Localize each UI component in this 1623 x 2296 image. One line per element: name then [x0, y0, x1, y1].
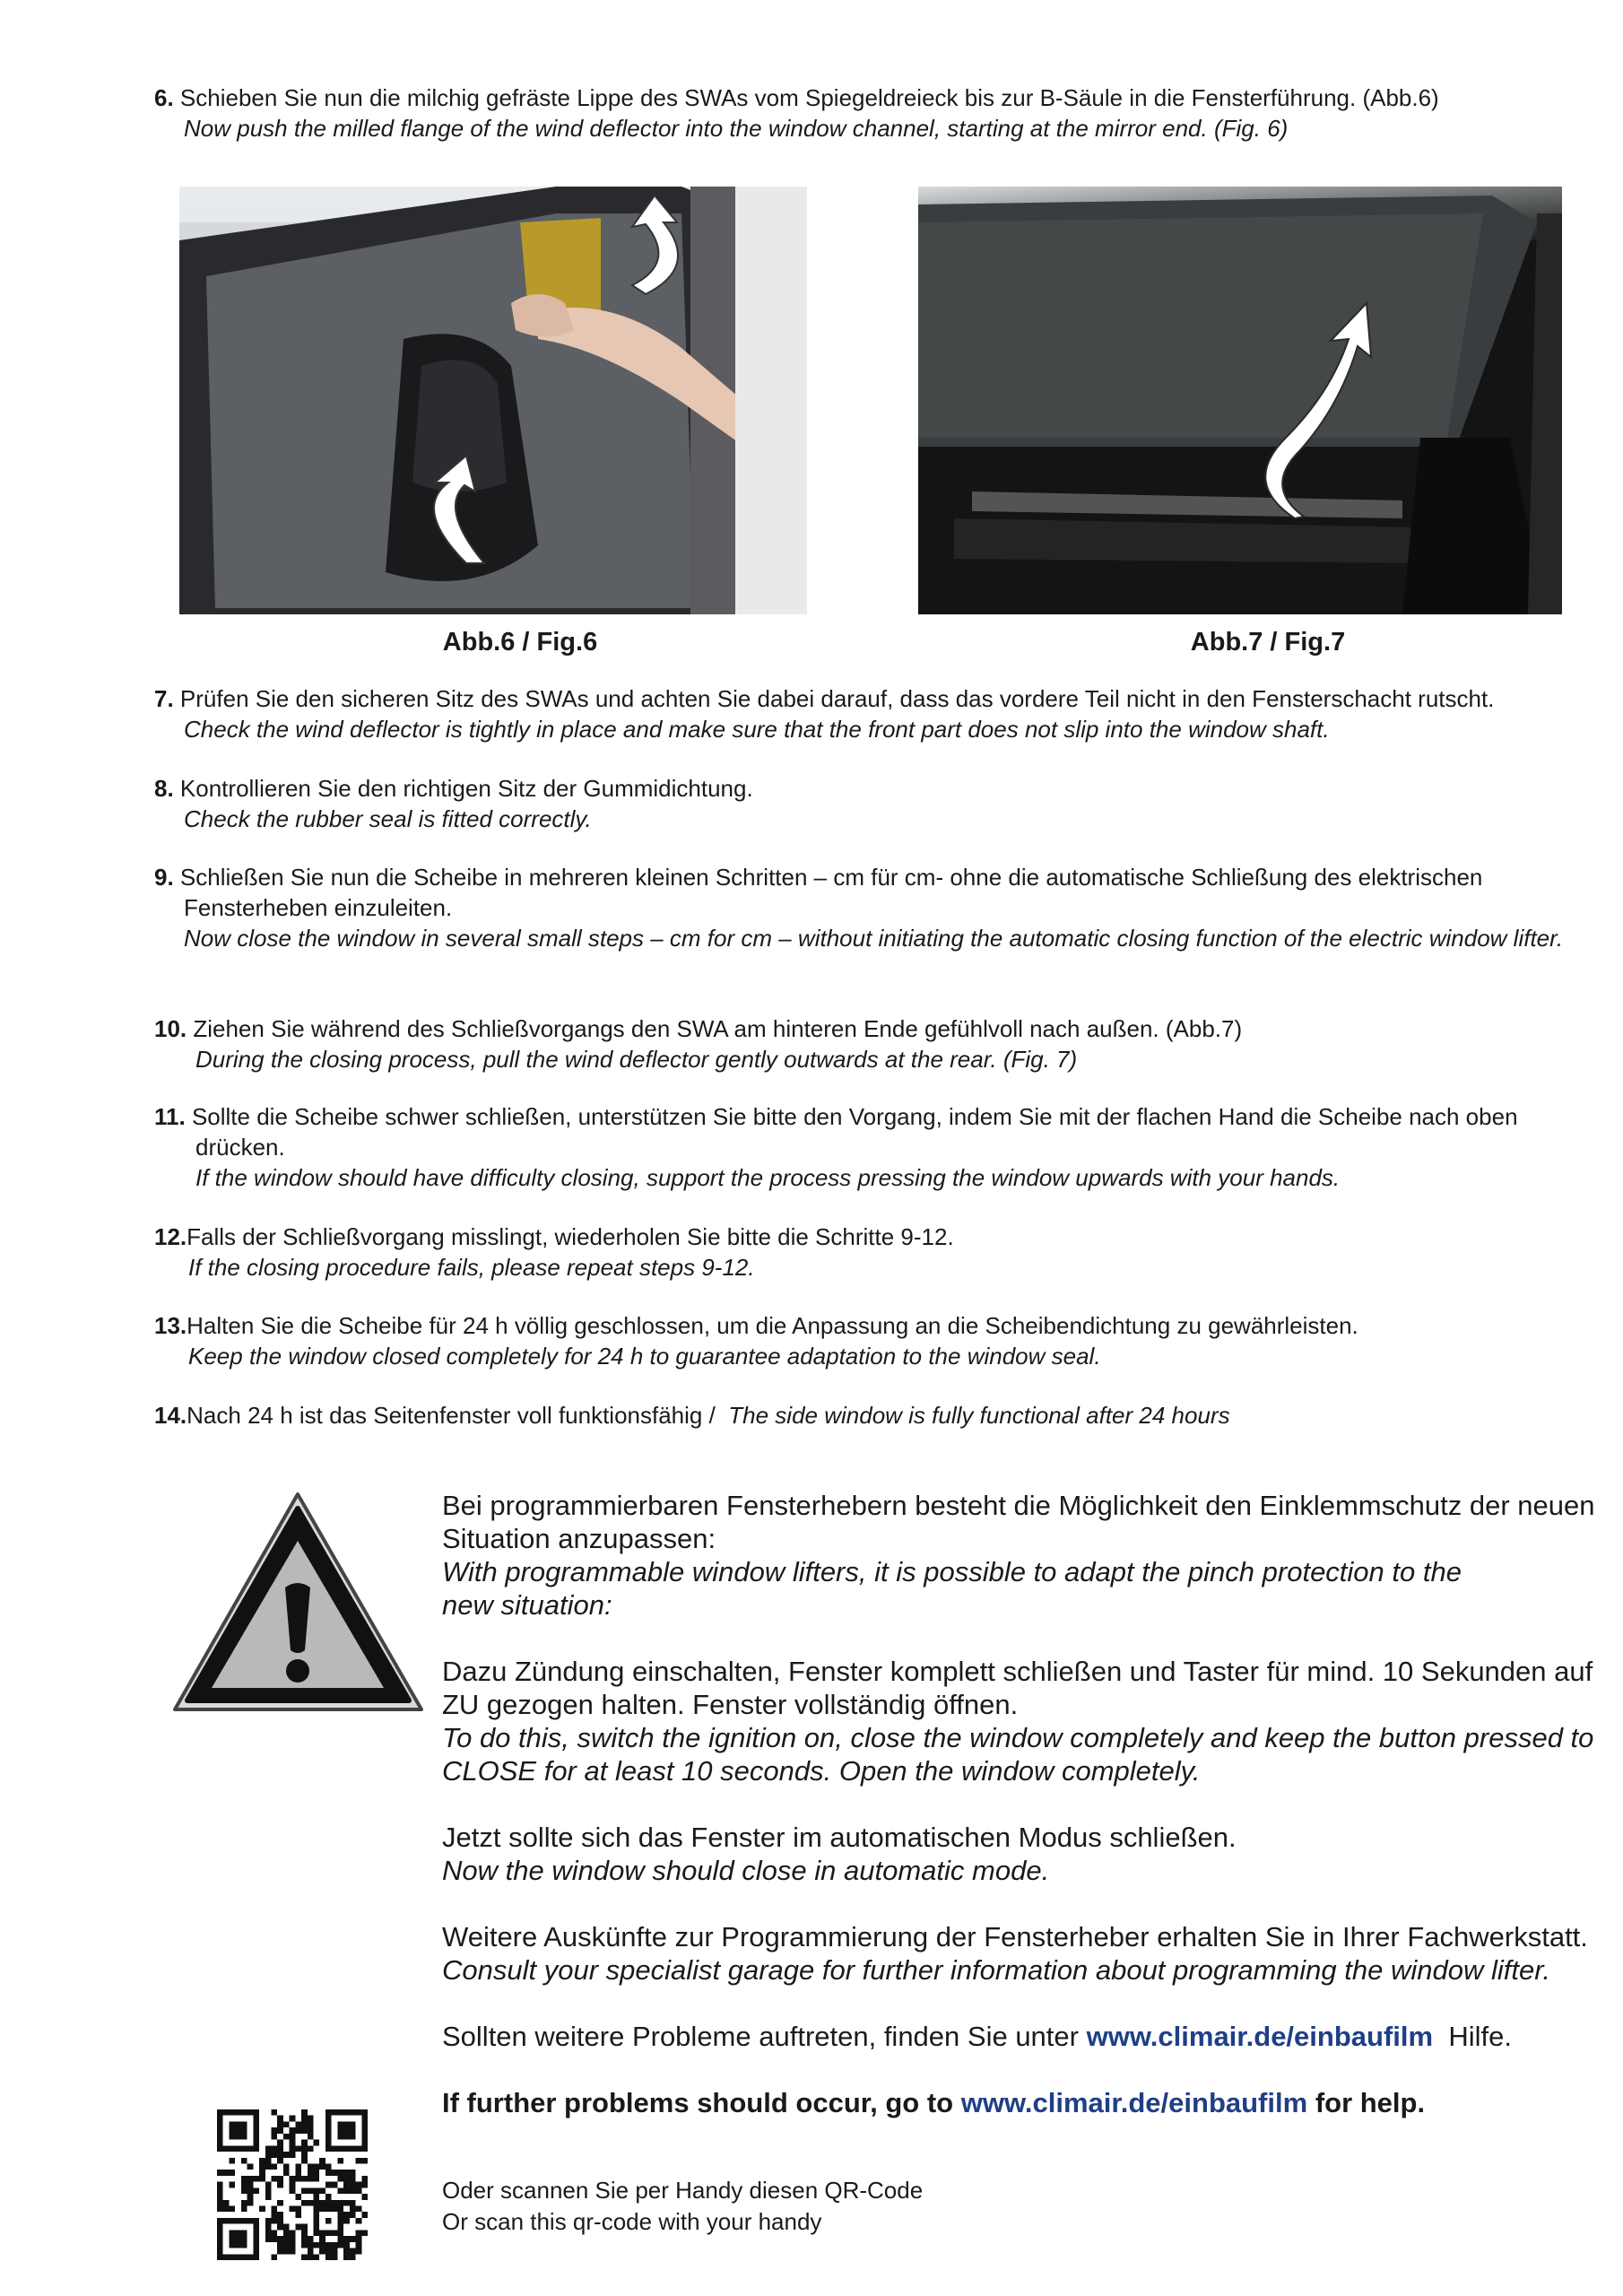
step-number: 9.	[154, 864, 174, 891]
figure-6-caption: Abb.6 / Fig.6	[442, 628, 598, 657]
step-text-de: Kontrollieren Sie den richtigen Sitz der Gummidichtung.	[179, 775, 753, 802]
warning-p1-de: Bei programmierbaren Fensterhebern besteht die Möglichkeit den Einklemmschutz der neuen Situation anzupassen:	[442, 1490, 1595, 1554]
step-text-en: If the window should have difficulty closing, support the process pressing the window upwards with your hands.	[195, 1164, 1341, 1191]
step-number: 14.	[154, 1402, 187, 1429]
step-number: 11.	[154, 1103, 186, 1130]
warning-triangle-icon	[170, 1489, 426, 1718]
step-text-de: Schließen Sie nun die Scheibe in mehreren kleinen Schritten – cm für cm- ohne die automatische Schließung des elektrischen Fensterheben einzuleiten.	[179, 864, 1483, 921]
warning-p6-suffix: for help.	[1315, 2087, 1426, 2118]
qr-instructions	[442, 2175, 923, 2238]
step-text-en: Now close the window in several small steps – cm for cm – without initiating the automatic closing function of the electric window lifter.	[184, 925, 1564, 952]
step-number: 12.	[154, 1223, 187, 1250]
step-number: 13.	[154, 1312, 187, 1339]
figure-6-photo	[179, 187, 807, 614]
qr-text-en: Or scan this qr-code with your handy	[442, 2208, 822, 2235]
warning-p4-en: Consult your specialist garage for further information about programming the window lifter.	[442, 1954, 1551, 1986]
step-13	[154, 1310, 1607, 1371]
step-7	[154, 683, 1607, 744]
einbaufilm-link-de[interactable]: www.climair.de/einbaufilm	[1086, 2021, 1434, 2052]
warning-p5	[442, 2020, 1608, 2053]
figure-7-caption: Abb.7 / Fig.7	[1190, 628, 1346, 657]
step-number: 7.	[154, 685, 174, 712]
step-text-en: During the closing process, pull the wind deflector gently outwards at the rear. (Fig. 7)	[195, 1046, 1078, 1073]
step-text-de: Ziehen Sie während des Schließvorgangs den SWA am hinteren Ende gefühlvoll nach außen. (Abb.7)	[193, 1015, 1243, 1042]
warning-p3-en: Now the window should close in automatic mode.	[442, 1855, 1050, 1886]
qr-text-de: Oder scannen Sie per Handy diesen QR-Code	[442, 2177, 924, 2204]
warning-p5-suffix: Hilfe.	[1448, 2021, 1512, 2052]
step-14	[154, 1400, 1607, 1431]
step-number: 8.	[154, 775, 174, 802]
warning-p6-text: If further problems should occur, go to	[442, 2087, 954, 2118]
step-text-de: Nach 24 h ist das Seitenfenster voll funktionsfähig /	[187, 1402, 716, 1429]
step-number: 6.	[154, 84, 174, 111]
step-text-de: Schieben Sie nun die milchig gefräste Lippe des SWAs vom Spiegeldreieck bis zur B-Säule in die Fensterführung. (Abb.6)	[179, 84, 1439, 111]
warning-p3-de: Jetzt sollte sich das Fenster im automatischen Modus schließen.	[442, 1822, 1237, 1853]
step-text-en: Now push the milled flange of the wind deflector into the window channel, starting at the mirror end. (Fig. 6)	[184, 115, 1289, 142]
step-10	[154, 1013, 1607, 1074]
step-12	[154, 1222, 1607, 1283]
step-text-en: Check the wind deflector is tightly in place and make sure that the front part does not slip into the window shaft.	[184, 716, 1330, 743]
figure-7-photo	[918, 187, 1562, 614]
qr-code[interactable]	[217, 2109, 368, 2260]
warning-p4-de: Weitere Auskünfte zur Programmierung der Fensterheber erhalten Sie in Ihrer Fachwerkstatt.	[442, 1921, 1588, 1952]
warning-p1-en: With programmable window lifters, it is possible to adapt the pinch protection to the new situation:	[442, 1556, 1462, 1621]
step-11	[154, 1101, 1607, 1193]
einbaufilm-link-en[interactable]: www.climair.de/einbaufilm	[960, 2087, 1308, 2118]
step-9	[154, 862, 1607, 953]
step-text-de: Halten Sie die Scheibe für 24 h völlig geschlossen, um die Anpassung an die Scheibendichtung zu gewährleisten.	[187, 1312, 1358, 1339]
warning-p2-en: To do this, switch the ignition on, close the window completely and keep the button pressed to CLOSE for at least 10 seconds. Open the window completely.	[442, 1722, 1594, 1787]
step-number: 10.	[154, 1015, 187, 1042]
step-text-de: Prüfen Sie den sicheren Sitz des SWAs und achten Sie dabei darauf, dass das vordere Teil nicht in den Fensterschacht rutscht.	[179, 685, 1495, 712]
step-text-en: The side window is fully functional after 24 hours	[728, 1402, 1230, 1429]
step-text-en: Keep the window closed completely for 24 h to guarantee adaptation to the window seal.	[188, 1343, 1101, 1370]
step-6	[154, 83, 1607, 144]
step-text-de: Falls der Schließvorgang misslingt, wiederholen Sie bitte die Schritte 9-12.	[187, 1223, 954, 1250]
warning-text-block	[442, 1489, 1608, 2119]
warning-p6	[442, 2086, 1608, 2119]
warning-p2-de: Dazu Zündung einschalten, Fenster komplett schließen und Taster für mind. 10 Sekunden auf ZU gezogen halten. Fenster vollständig öffnen.	[442, 1656, 1593, 1720]
step-text-de: Sollte die Scheibe schwer schließen, unterstützen Sie bitte den Vorgang, indem Sie mit der flachen Hand die Scheibe nach oben drücken.	[191, 1103, 1518, 1161]
step-text-en: Check the rubber seal is fitted correctly.	[184, 805, 592, 832]
warning-p5-text: Sollten weitere Probleme auftreten, finden Sie unter	[442, 2021, 1079, 2052]
step-8	[154, 773, 1607, 834]
step-text-en: If the closing procedure fails, please repeat steps 9-12.	[188, 1254, 755, 1281]
